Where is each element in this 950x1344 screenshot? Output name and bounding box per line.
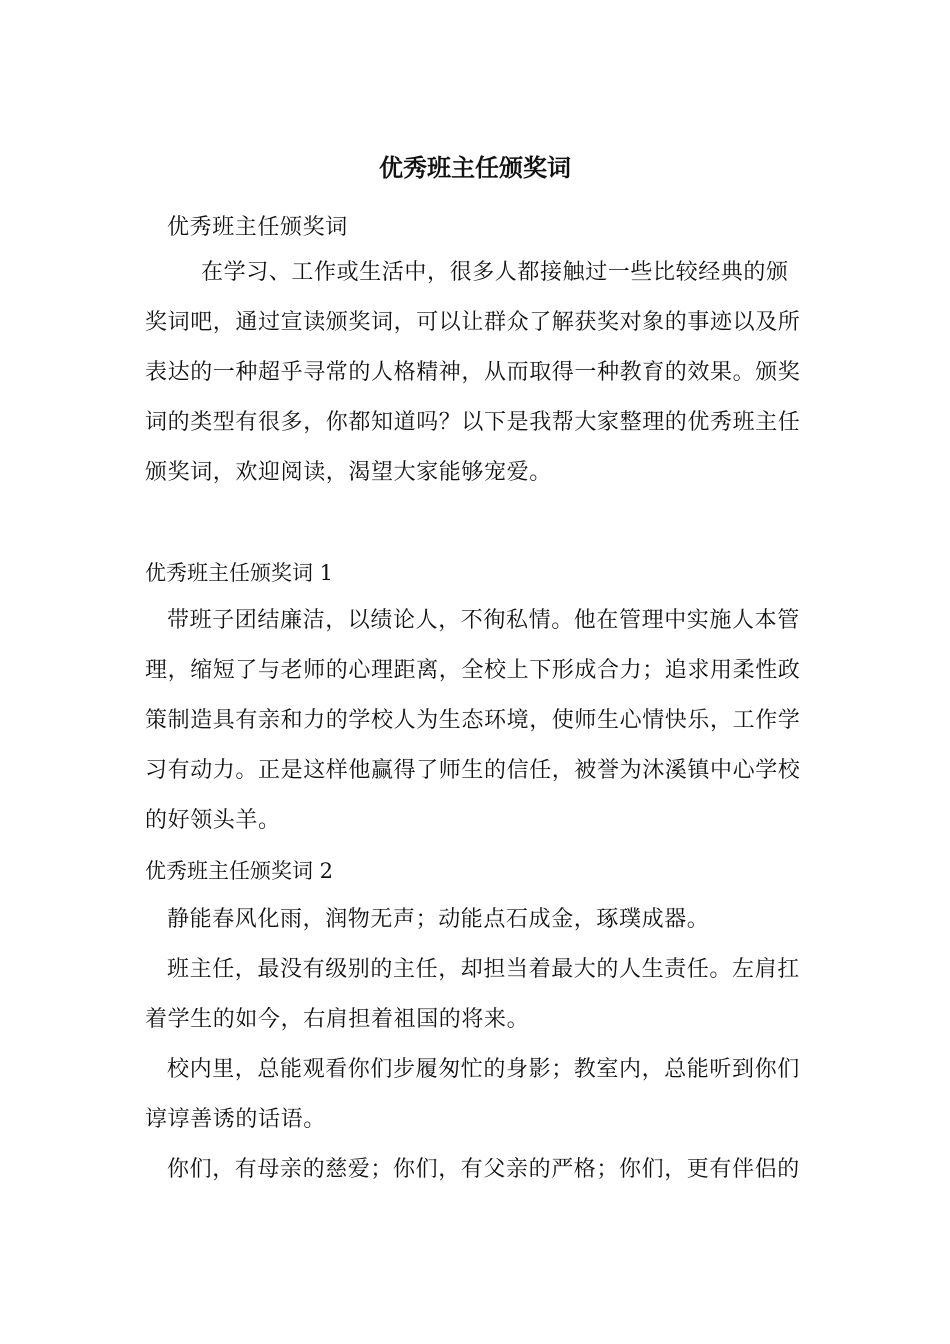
section-2-paragraph-2: 班主任，最没有级别的主任，却担当着最大的人生责任。左肩扛着学生的如今，右肩担着祖国的将来。 bbox=[145, 957, 800, 1032]
section-2-paragraph-3: 校内里，总能观看你们步履匆忙的身影；教室内，总能听到你们谆谆善诱的话语。 bbox=[145, 1057, 800, 1132]
document-title: 优秀班主任颁奖词 bbox=[379, 154, 571, 182]
intro-paragraph: 在学习、工作或生活中，很多人都接触过一些比较经典的颁奖词吧，通过宣读颁奖词，可以让群众了解获奖对象的事迹以及所表达的一种超乎寻常的人格精神，从而取得一种教育的效果。颁奖词的类型有很多，你都知道吗？以下是我帮大家整理的优秀班主任颁奖词，欢迎阅读，渴望大家能够宠爱。 bbox=[145, 260, 801, 485]
section-2-paragraph-4: 你们，有母亲的慈爱；你们，有父亲的严格；你们，更有伴侣的 bbox=[167, 1157, 800, 1182]
section-1-paragraph: 带班子团结廉洁，以绩论人，不徇私情。他在管理中实施人本管理，缩短了与老师的心理距离，全校上下形成合力；追求用柔性政策制造具有亲和力的学校人为生态环境，使师生心情快乐，工作学习有动力。正是这样他赢得了师生的信任，被誉为沐溪镇中心学校的好领头羊。 bbox=[145, 608, 801, 833]
section-2-paragraph-1: 静能春风化雨，润物无声；动能点石成金，琢璞成器。 bbox=[167, 907, 710, 932]
section-2-heading: 优秀班主任颁奖词 2 bbox=[145, 859, 334, 883]
section-1-heading: 优秀班主任颁奖词 1 bbox=[145, 561, 334, 585]
document-subtitle: 优秀班主任颁奖词 bbox=[167, 215, 348, 240]
